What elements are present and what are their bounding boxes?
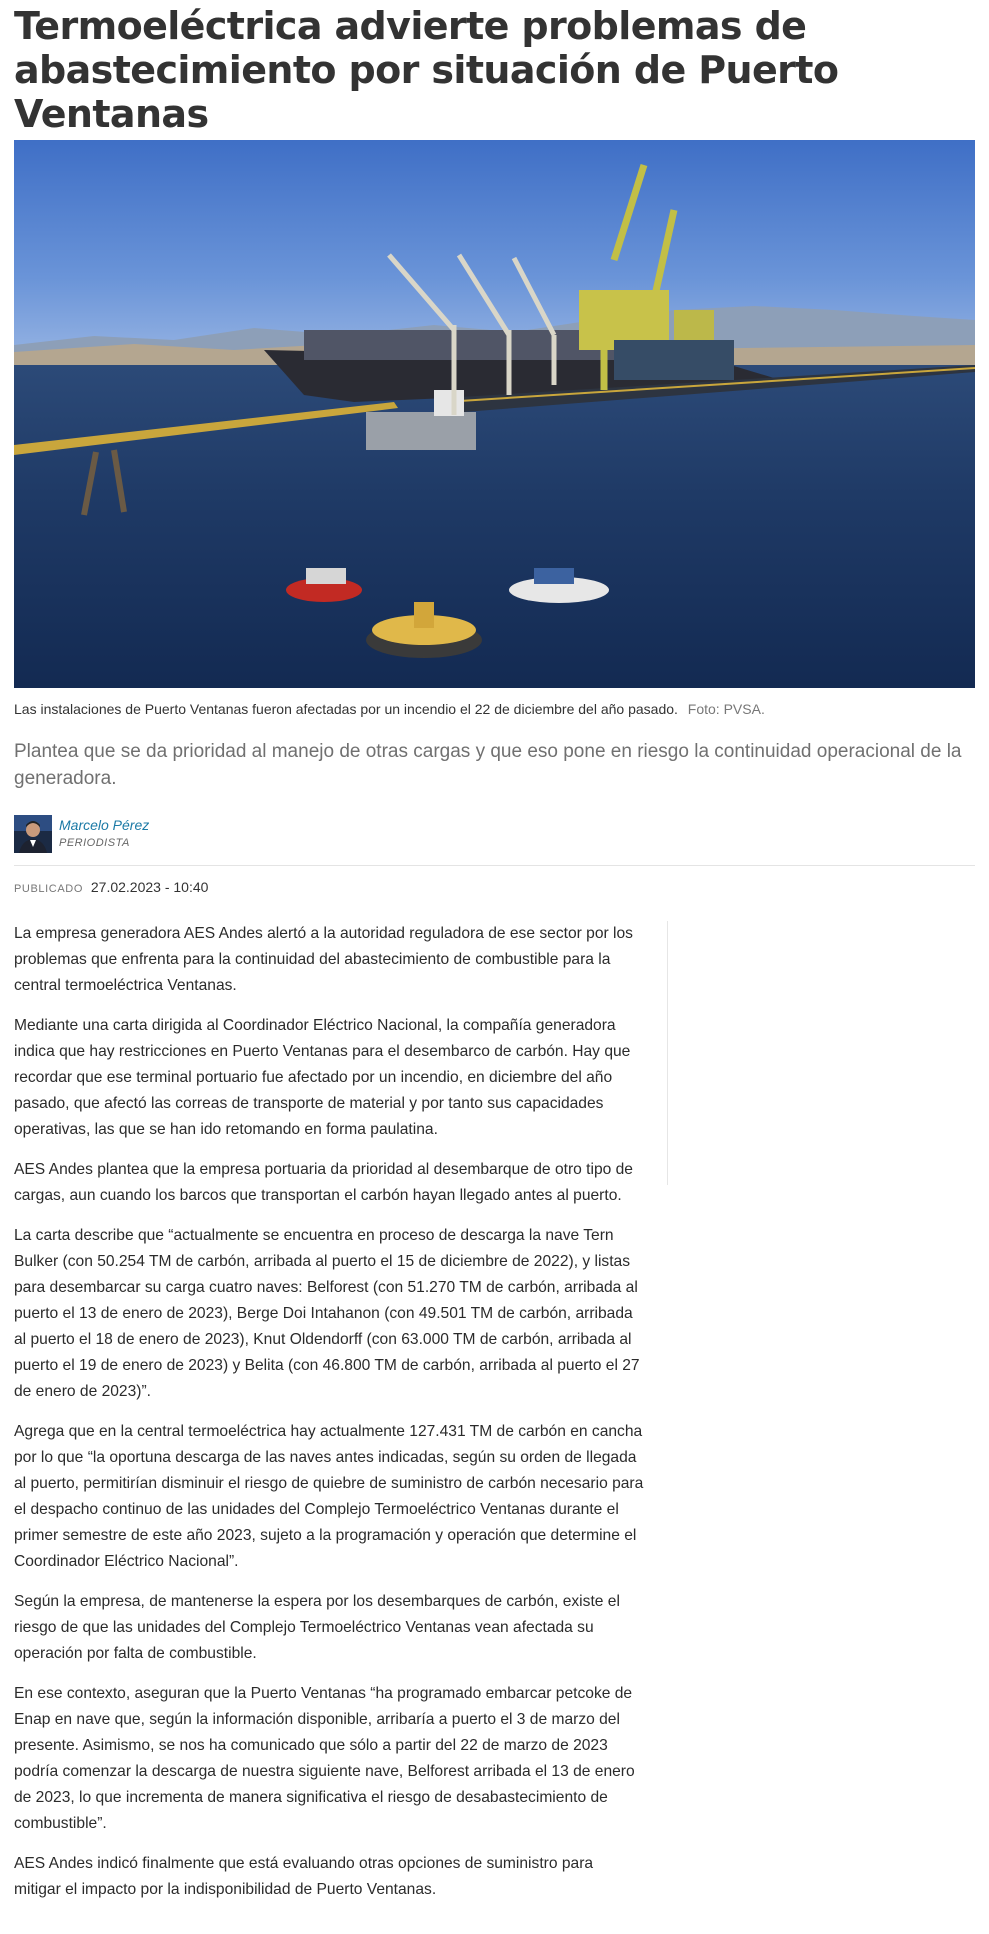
body-paragraph: AES Andes indicó finalmente que está evaluando otras opciones de suministro para mitigar el impacto por la indisponibilidad de Puerto Ventanas.	[14, 1855, 594, 1898]
body-paragraph: La empresa generadora AES Andes alertó a la autoridad reguladora de ese sector por los problemas que enfrenta para la continuidad del abastecimiento de combustible para la central termoeléctrica Ventanas.	[14, 925, 633, 994]
author-name-link[interactable]: Marcelo Pérez	[59, 817, 150, 833]
byline-divider	[14, 865, 975, 866]
publish-label: PUBLICADO	[14, 883, 83, 895]
body-paragraph: La carta describe que “actualmente se encuentra en proceso de descarga la nave Tern Bulker (con 50.254 TM de carbón, arribada al puerto el 15 de diciembre de 2022), y listas para desembarcar su carga cuatro naves: Belforest (con 51.270 TM de carbón, arribada al puerto el 13 de enero de 2023), Berge Doi Intahanon (con 49.501 TM de carbón, arribada al puerto el 18 de enero de 2023), Knut Oldendorff (con 63.000 TM de carbón, arribada al puerto el 19 de enero de 2023) y Belita (con 46.800 TM de carbón, arribada al puerto el 27 de enero de 2023)”.	[14, 1227, 640, 1400]
author-avatar[interactable]	[14, 815, 52, 853]
body-paragraph: AES Andes plantea que la empresa portuaria da prioridad al desembarque de otro tipo de cargas, aun cuando los barcos que transportan el carbón hayan llegado antes al puerto.	[14, 1161, 633, 1204]
article-headline: Termoeléctrica advierte problemas de abastecimiento por situación de Puerto Ventanas	[14, 4, 839, 136]
body-paragraph: Mediante una carta dirigida al Coordinador Eléctrico Nacional, la compañía generadora indica que hay restricciones en Puerto Ventanas para el desembarco de carbón. Hay que recordar que ese terminal portuario fue afectado por un incendio, en diciembre del año pasado, que afectó las correas de transporte de material y por tanto sus capacidades operativas, las que se han ido retomando en forma paulatina.	[14, 1017, 631, 1138]
caption-text: Las instalaciones de Puerto Ventanas fueron afectadas por un incendio el 22 de diciembre del año pasado.	[14, 701, 678, 717]
body-paragraph: Agrega que en la central termoeléctrica hay actualmente 127.431 TM de carbón en cancha por lo que “la oportuna descarga de las naves antes indicadas, según su orden de llegada al puerto, permitirían disminuir el riesgo de quiebre de suministro de carbón necesario para el despacho continuo de las unidades del Complejo Termoeléctrico Ventanas durante el primer semestre de este año 2023, sujeto a la programación y operación que determine el Coordinador Eléctrico Nacional”.	[14, 1423, 644, 1570]
publish-info	[14, 878, 975, 898]
photo-credit: Foto: PVSA.	[687, 701, 765, 717]
author-byline	[14, 814, 975, 854]
article-lead: Plantea que se da prioridad al manejo de otras cargas y que eso pone en riesgo la continuidad operacional de la generadora.	[14, 741, 962, 789]
body-paragraph: Según la empresa, de mantenerse la espera por los desembarques de carbón, existe el riesgo de que las unidades del Complejo Termoeléctrico Ventanas vean afectada su operación por falta de combustible.	[14, 1593, 620, 1662]
hero-photo[interactable]	[14, 140, 975, 688]
publish-date: 27.02.2023 - 10:40	[90, 879, 209, 895]
sidebar-divider	[667, 921, 668, 1185]
author-role: PERIODISTA	[59, 837, 130, 849]
photo-caption	[14, 700, 975, 718]
author-meta	[59, 816, 149, 852]
article-content	[14, 921, 975, 1903]
body-paragraph: En ese contexto, aseguran que la Puerto Ventanas “ha programado embarcar petcoke de Enap en nave que, según la información disponible, arribaría a puerto el 3 de marzo del presente. Asimismo, se nos ha comunicado que sólo a partir del 22 de marzo de 2023 podría comenzar la descarga de nuestra siguiente nave, Belforest arribada el 13 de enero de 2023, lo que incrementa de manera significativa el riesgo de desabastecimiento de combustible”.	[14, 1685, 635, 1832]
article-body	[14, 921, 644, 1903]
